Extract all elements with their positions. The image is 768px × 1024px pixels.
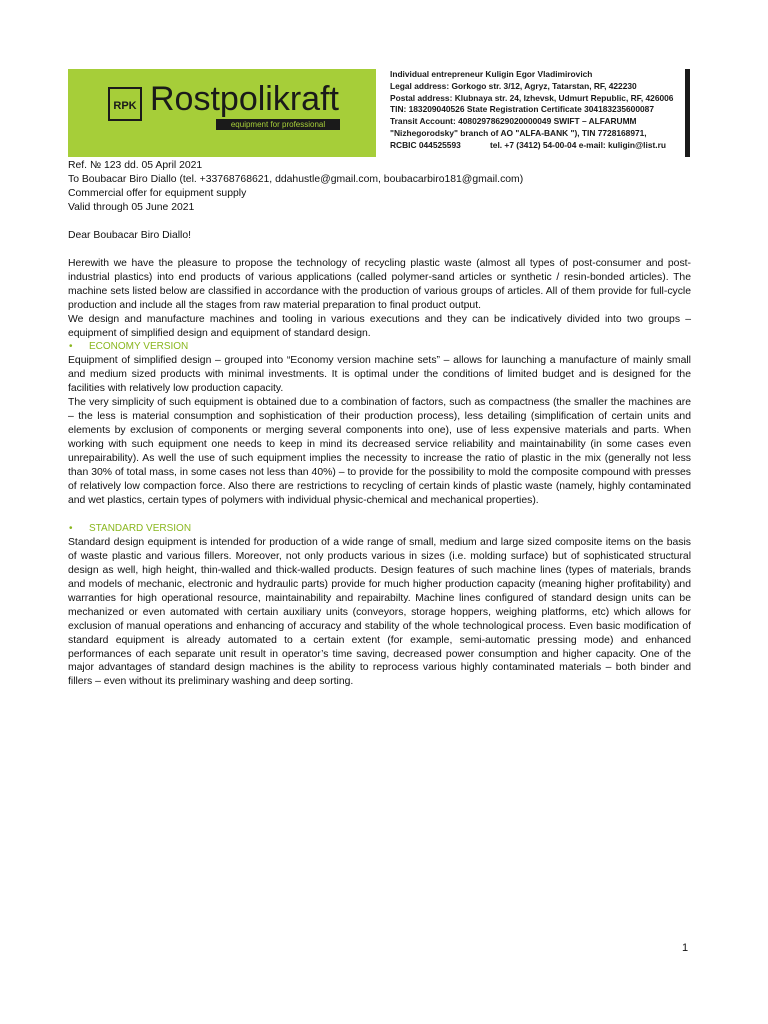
company-line: Postal address: Klubnaya str. 24, Izhevsk, Udmurt Republic, RF, 426006 bbox=[390, 92, 674, 103]
intro-paragraph: We design and manufacture machines and tooling in various executions and they can be indicatively divided into two groups – equipment of simplified design and equipment of standard design. bbox=[68, 313, 691, 339]
section-heading-economy: • ECONOMY VERSION bbox=[69, 341, 189, 353]
company-line: Transit Account: 40802978629020000049 SWIFT – ALFARUMM bbox=[390, 116, 637, 127]
company-line: TIN: 183209040526 State Registration Certificate 304183235600087 bbox=[390, 104, 654, 115]
standard-paragraph: Standard design equipment is intended for production of a wide range of small, medium and large sized composite items on the basis of waste plastic and various fillers. Moreover, not only products various in sizes (i.e. molding surface) but of sophisticated structural design as well, high height, thin-walled and thick-walled products. Design features of such machine lines (types of materials, brands and models of mechanic, electronic and hydraulic parts) provide for much higher production capacity (meaning higher profitability) and warranties for high operational resource, maintainability and repairabilty. Machine lines configured of standard design units can be mechanized or even automated with certain auxiliary units (conveyors, storage hoppers, weighing platforms, etc) which allows for exclusion of manual operations and enhancing of accuracy and stability of the whole technological process. Even basic modification of standard equipment is already automated to a certain extent (for example, semi-automatic pressing mode) and enhanced performances of each separate unit result in operator’s time saving, decreased power consumption and higher capacity. One of the major advantages of standard design machines is the ability to reprocess various highly contaminated materials – both binder and fillers – even without its preliminary washing and deep sorting. bbox=[68, 536, 691, 688]
brand-name: Rostpolikraft bbox=[150, 80, 339, 118]
economy-paragraph: The very simplicity of such equipment is obtained due to a combination of factors, such as compactness (the smaller the machines are – the less is material consumption and sophistication of their production process), less detailing (simplification of certain units and elements by exclusion of components or merging several components into one), use of less expensive materials and parts. When working with such equipment one needs to keep in mind its decreased service reliability and maintainability (in some cases even unrepairability). As well the use of such equipment implies the necessity to increase the ratio of plastic in the mix (generally not less than 30% of total mass, in some cases not less than 40%) – to provide for the possibility to mold the composite compound with presses of relatively low compaction force. Also there are restrictions to recycling of certain kinds of plastic waste (namely, highly contaminated and wet plastics, certain types of polymers with individual physic-chemical and mechanical properties). bbox=[68, 397, 691, 506]
company-contact-row bbox=[390, 140, 685, 152]
section-heading-standard: • STANDARD VERSION bbox=[69, 522, 192, 534]
page-number: 1 bbox=[682, 942, 689, 954]
company-line: Legal address: Gorkogo str. 3/12, Agryz, Tatarstan, RF, 422230 bbox=[390, 80, 637, 91]
contact-info: tel. +7 (3412) 54-00-04 e-mail: kuligin@list.ru bbox=[490, 139, 666, 150]
company-details bbox=[390, 69, 685, 152]
header-divider bbox=[685, 69, 690, 157]
company-line: Individual entrepreneur Kuligin Egor Vladimirovich bbox=[390, 69, 593, 79]
letter-body bbox=[68, 159, 691, 689]
bullet-icon: • bbox=[69, 522, 73, 534]
svg-text:RPK: RPK bbox=[113, 100, 137, 112]
economy-paragraph: Equipment of simplified design – grouped into “Economy version machine sets” – allows for launching a manufacture of mainly small and medium sized products with minimal investments. It is optimal under the conditions of limited budget and is designed for the facilities with relatively low production capacity. bbox=[68, 355, 691, 395]
bullet-icon: • bbox=[69, 341, 73, 353]
validity-date: Valid through 05 June 2021 bbox=[68, 201, 195, 213]
logo-banner bbox=[68, 69, 376, 157]
intro-paragraph: Herewith we have the pleasure to propose the technology of recycling plastic waste (almost all types of post-consumer and post-industrial plastics) into end products of various applications (called polymer-sand articles or synthetic / resin-bonded articles). The machine sets listed below are classified in accordance with the production of various groups of articles. All of them provide for full-cycle production and include all the stages from raw material preparation to final product output. bbox=[68, 257, 691, 311]
reference-number: Ref. № 123 dd. 05 April 2021 bbox=[68, 160, 203, 171]
company-line: "Nizhegorodsky" branch of AO "ALFA-BANK "), TIN 7728168971, bbox=[390, 127, 647, 138]
bank-code: RCBIC 044525593 bbox=[390, 139, 461, 150]
recipient: To Boubacar Biro Diallo (tel. +33768768621, ddahustle@gmail.com, boubacarbiro181@gmail.com) bbox=[68, 173, 524, 185]
subject-line: Commercial offer for equipment supply bbox=[68, 187, 247, 199]
rpk-logo-icon bbox=[108, 87, 142, 121]
greeting: Dear Boubacar Biro Diallo! bbox=[68, 229, 192, 241]
letter-meta bbox=[68, 159, 691, 215]
brand-tagline: equipment for professional bbox=[216, 119, 340, 130]
